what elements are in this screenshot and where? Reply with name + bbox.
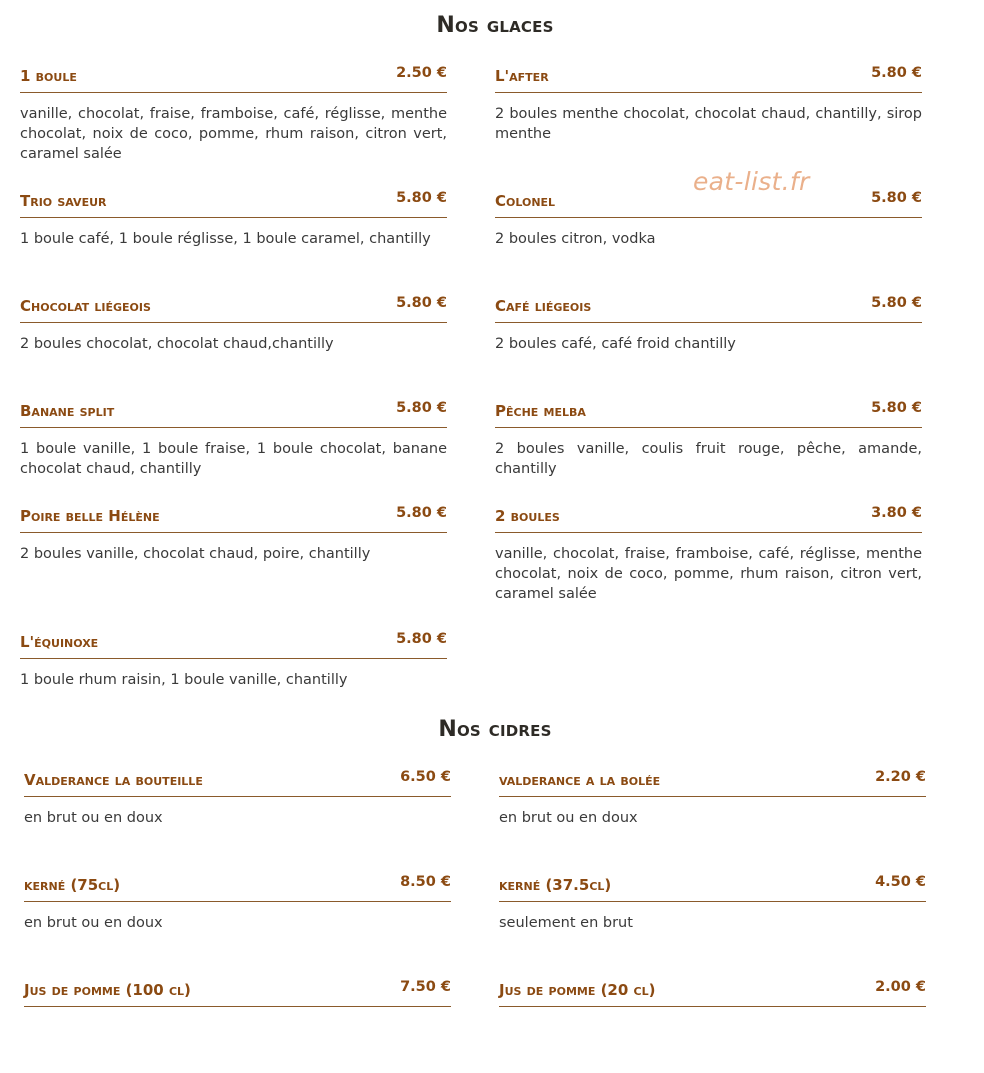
item-header — [499, 873, 926, 902]
item-header — [20, 504, 447, 533]
item-header — [499, 978, 926, 1007]
item-price: 2.00 € — [875, 979, 926, 995]
item-name: Colonel — [495, 192, 556, 210]
menu-item — [499, 768, 926, 828]
section-title-glaces: Nos glaces — [436, 13, 554, 38]
item-description: 1 boule rhum raisin, 1 boule vanille, chantilly — [20, 672, 348, 688]
item-name: 1 boule — [20, 67, 77, 85]
item-name: Chocolat liégeois — [20, 297, 151, 315]
item-name: kerné (75cl) — [24, 876, 121, 894]
item-name: 2 boules — [495, 507, 560, 525]
section-title-cidres: Nos cidres — [438, 717, 552, 742]
item-header — [20, 64, 447, 93]
item-header — [24, 768, 451, 797]
item-price: 2.50 € — [396, 65, 447, 81]
item-price: 5.80 € — [871, 65, 922, 81]
item-header — [495, 189, 922, 218]
menu-item — [20, 294, 447, 354]
item-name: Poire belle Hélène — [20, 507, 160, 525]
item-name: Valderance la bouteille — [24, 771, 203, 789]
item-description: vanille, chocolat, fraise, framboise, café, réglisse, menthe chocolat, noix de coco, pomme, rhum raison, citron vert, caramel salée — [20, 106, 447, 162]
item-header — [20, 630, 447, 659]
item-price: 5.80 € — [871, 400, 922, 416]
menu-item — [495, 504, 922, 604]
item-header — [20, 294, 447, 323]
item-price: 2.20 € — [875, 769, 926, 785]
item-price: 8.50 € — [400, 874, 451, 890]
menu-item — [20, 399, 447, 479]
watermark: eat-list.fr — [693, 167, 810, 196]
item-description: 2 boules citron, vodka — [495, 231, 656, 247]
item-header — [20, 399, 447, 428]
item-name: Banane split — [20, 402, 115, 420]
menu-item — [20, 504, 447, 564]
menu-item — [495, 189, 922, 249]
item-name: Jus de pomme (20 cl) — [499, 981, 656, 999]
item-price: 6.50 € — [400, 769, 451, 785]
item-header — [495, 504, 922, 533]
item-name: Trio saveur — [20, 192, 107, 210]
item-price: 5.80 € — [396, 505, 447, 521]
menu-item — [495, 294, 922, 354]
item-description: seulement en brut — [499, 915, 633, 931]
item-name: Café liégeois — [495, 297, 592, 315]
item-header — [495, 399, 922, 428]
item-header — [499, 768, 926, 797]
item-description: en brut ou en doux — [499, 810, 638, 826]
item-description: en brut ou en doux — [24, 915, 163, 931]
item-description: en brut ou en doux — [24, 810, 163, 826]
item-name: Jus de pomme (100 cl) — [24, 981, 191, 999]
item-price: 5.80 € — [871, 295, 922, 311]
item-description: 1 boule café, 1 boule réglisse, 1 boule caramel, chantilly — [20, 231, 431, 247]
item-name: L'équinoxe — [20, 633, 99, 651]
item-price: 5.80 € — [396, 400, 447, 416]
item-header — [24, 873, 451, 902]
item-description: 2 boules menthe chocolat, chocolat chaud, chantilly, sirop menthe — [495, 106, 922, 142]
item-description: 2 boules chocolat, chocolat chaud,chantilly — [20, 336, 334, 352]
item-header — [20, 189, 447, 218]
menu-item — [495, 64, 922, 144]
item-name: valderance a la bolée — [499, 771, 661, 789]
item-description: 2 boules vanille, chocolat chaud, poire, chantilly — [20, 546, 371, 562]
item-description: vanille, chocolat, fraise, framboise, café, réglisse, menthe chocolat, noix de coco, pomme, rhum raison, citron vert, caramel salée — [495, 546, 922, 602]
menu-item — [20, 64, 447, 164]
menu-item — [495, 399, 922, 479]
item-price: 5.80 € — [396, 295, 447, 311]
item-header — [495, 64, 922, 93]
menu-item — [24, 873, 451, 933]
item-price: 5.80 € — [871, 190, 922, 206]
menu-item — [499, 978, 926, 1007]
item-name: L'after — [495, 67, 549, 85]
item-price: 5.80 € — [396, 631, 447, 647]
menu-item — [20, 630, 447, 690]
menu-item — [499, 873, 926, 933]
item-price: 5.80 € — [396, 190, 447, 206]
item-name: kerné (37.5cl) — [499, 876, 612, 894]
item-price: 3.80 € — [871, 505, 922, 521]
item-price: 7.50 € — [400, 979, 451, 995]
item-description: 1 boule vanille, 1 boule fraise, 1 boule chocolat, banane chocolat chaud, chantilly — [20, 441, 447, 477]
menu-item — [24, 978, 451, 1007]
item-price: 4.50 € — [875, 874, 926, 890]
item-name: Pêche melba — [495, 402, 586, 420]
item-header — [495, 294, 922, 323]
menu-item — [24, 768, 451, 828]
menu-item — [20, 189, 447, 249]
item-header — [24, 978, 451, 1007]
item-description: 2 boules café, café froid chantilly — [495, 336, 736, 352]
item-description: 2 boules vanille, coulis fruit rouge, pêche, amande, chantilly — [495, 441, 922, 477]
